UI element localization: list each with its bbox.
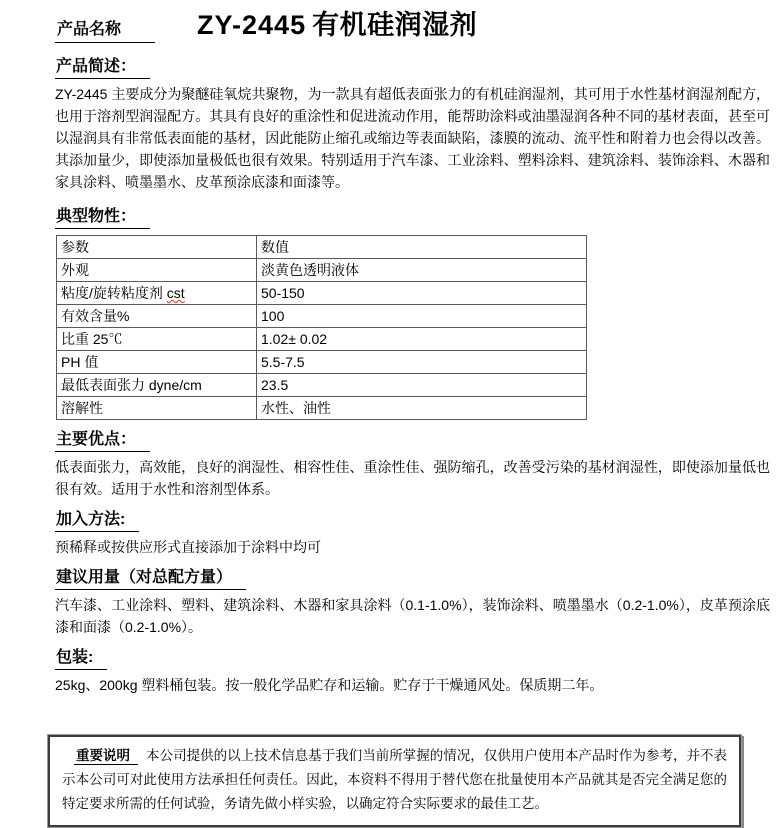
important-notice-box	[47, 734, 742, 828]
table-row	[57, 282, 587, 305]
important-notice-text	[62, 744, 727, 816]
value-cell: 50-150	[257, 282, 587, 305]
param-cell: 外观	[57, 259, 257, 282]
misspelled-term: cst	[166, 285, 185, 301]
addition-method-text: 预稀释或按供应形式直接添加于涂料中均可	[55, 539, 321, 555]
table-row	[57, 374, 587, 397]
product-title-text: 有机硅润湿剂	[312, 10, 478, 40]
param-cell: 有效含量%	[57, 305, 257, 328]
table-row	[57, 305, 587, 328]
table-row	[57, 259, 587, 282]
table-header-row	[57, 236, 587, 259]
important-notice-label: 重要说明	[74, 748, 138, 765]
value-cell: 100	[257, 305, 587, 328]
advantages-text: 低表面张力，高效能，良好的润湿性、相容性佳、重涂性佳、强防缩孔，改善受污染的基材润湿性，即使添加量低也很有效。适用于水性和溶剂型体系。	[55, 459, 770, 497]
dosage-text: 汽车漆、工业涂料、塑料、建筑涂料、木器和家具涂料（0.1-1.0%），装饰涂料、喷墨墨水（0.2-1.0%），皮革预涂底漆和面漆（0.2-1.0%）。	[55, 597, 770, 635]
column-header-param: 参数	[57, 236, 257, 259]
section-heading-packaging: 包装:	[55, 644, 107, 670]
value-cell: 1.02± 0.02	[257, 328, 587, 351]
table-row	[57, 351, 587, 374]
section-heading-properties: 典型物性：	[55, 203, 150, 229]
description-text: ZY-2445 主要成分为聚醚硅氧烷共聚物，为一款具有超低表面张力的有机硅润湿剂，其可用于水性基材润湿剂配方，也用于溶剂型润湿配方。其具有良好的重涂性和促进流动作用，能帮助涂料或油墨湿润各种不同的基材表面，甚至可以湿润具有非常低表面能的基材，因此能防止缩孔或缩边等表面缺陷，漆膜的流动、流平性和附着力也会得以改善。其添加量少，即使添加量极低也很有效果。特别适用于汽车漆、工业涂料、塑料涂料、建筑涂料、装饰涂料、木器和家具涂料、喷墨墨水、皮革预涂底漆和面漆等。	[55, 86, 770, 190]
properties-table-body	[57, 259, 587, 420]
param-cell: 溶解性	[57, 397, 257, 420]
value-cell: 23.5	[257, 374, 587, 397]
section-heading-description: 产品简述：	[55, 53, 150, 79]
value-cell: 5.5-7.5	[257, 351, 587, 374]
param-cell: 比重 25℃	[57, 328, 257, 351]
param-cell: PH 值	[57, 351, 257, 374]
section-heading-addition-method: 加入方法:	[55, 506, 139, 532]
section-heading-dosage: 建议用量（对总配方量）	[55, 564, 246, 590]
value-cell: 水性、油性	[257, 397, 587, 420]
section-heading-advantages: 主要优点：	[55, 426, 150, 452]
column-header-value: 数值	[257, 236, 587, 259]
packaging-text: 25kg、200kg 塑料桶包装。按一般化学品贮存和运输。贮存于干燥通风处。保质期二年。	[55, 677, 604, 693]
document-header	[55, 10, 770, 43]
param-cell: 最低表面张力 dyne/cm	[57, 374, 257, 397]
value-cell: 淡黄色透明液体	[257, 259, 587, 282]
product-name-label: 产品名称	[55, 14, 155, 43]
param-cell: 粘度/旋转粘度剂 cst	[57, 282, 257, 305]
important-notice-body: 本公司提供的以上技术信息基于我们当前所掌握的情况，仅供用户使用本产品时作为参考，并不表示本公司可对此使用方法承担任何责任。因此，本资料不得用于替代您在批量使用本产品就其是否完全满足您的特定要求所需的任何试验，务请先做小样实验，以确定符合实际要求的最佳工艺。	[62, 748, 728, 811]
properties-table	[56, 235, 587, 420]
table-row	[57, 397, 587, 420]
table-row	[57, 328, 587, 351]
product-code: ZY-2445	[197, 10, 307, 40]
page-title	[197, 10, 477, 40]
